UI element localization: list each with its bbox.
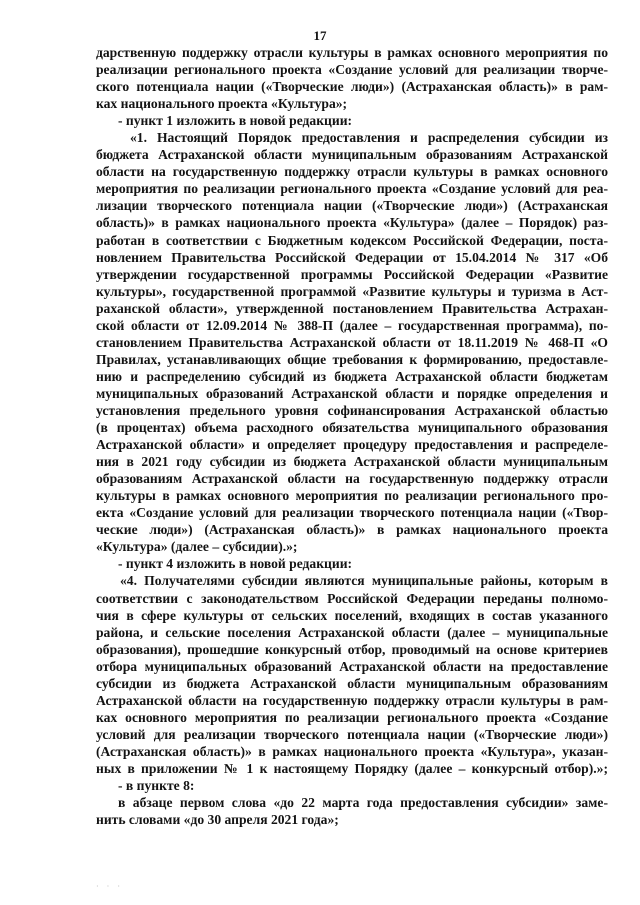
text-line: культуры», государственной программой «Развитие культуры и туризма в Аст- <box>96 283 608 299</box>
text-line: ния в 2021 году субсидии из бюджета Астраханской области муниципальным <box>96 454 608 470</box>
text-line: соответствии с законодательством Российской Федерации переданы полномо- <box>96 590 608 606</box>
text-line: раханской области», утвержденной постановлением Правительства Астрахан- <box>96 300 608 316</box>
text-line: в абзаце первом слова «до 22 марта года предоставления субсидии» заме- <box>118 795 608 811</box>
text-line: новлением Правительства Российской Федерации от 15.04.2014 № 317 «Об <box>96 249 608 265</box>
text-line: ках национального проекта «Культура»; <box>96 96 348 112</box>
text-line: Астраханской области» и определяет процедуру предоставления и распределе- <box>96 437 608 453</box>
text-line: бюджета Астраханской области муниципальным образованиям Астраханской <box>96 147 608 163</box>
text-line: нию и распределению субсидий из бюджета Астраханской области бюджетам <box>96 368 608 384</box>
text-line: области на государственную поддержку отрасли культуры в рамках основного <box>96 164 608 180</box>
text-line: чия в сфере культуры от сельских поселений, входящих в состав указанного <box>96 607 608 623</box>
text-line: муниципальных образований Астраханской области и порядке определения и <box>96 385 608 401</box>
text-line: ской области от 12.09.2014 № 388-П (далее – государственная программа), по- <box>96 317 608 333</box>
text-line: образования), прошедшие конкурсный отбор, проводимый на основе критериев <box>96 641 608 657</box>
text-line: работан в соответствии с Бюджетным кодексом Российской Федерации, поста- <box>96 232 608 248</box>
text-line: отбора муниципальных образований Астраханской области на предоставление <box>96 658 608 674</box>
text-line: лизации творческого потенциала нации («Творческие люди») (Астраханская <box>96 198 608 214</box>
text-line: - в пункте 8: <box>118 778 195 794</box>
text-line: мероприятия по реализации регионального проекта «Создание условий для реа- <box>96 181 608 197</box>
text-line: екта «Создание условий для реализации творческого потенциала нации («Твор- <box>96 505 608 521</box>
text-line: субсидии из бюджета Астраханской области муниципальным образованиям <box>96 675 608 691</box>
text-line: ных в приложении № 1 к настоящему Порядку (далее – конкурсный отбор).»; <box>96 760 608 776</box>
text-line: культуры в рамках основного мероприятия по реализации регионального про- <box>96 488 608 504</box>
text-line: «4. Получателями субсидии являются муниципальные районы, которым в <box>120 573 608 589</box>
text-line: Астраханской области на государственную поддержку отрасли культуры в рам- <box>96 692 608 708</box>
text-line: область)» в рамках национального проекта «Культура» (далее – Порядок) раз- <box>96 215 608 231</box>
text-line: установления предельного уровня софинансирования Астраханской областью <box>96 402 608 418</box>
text-line: - пункт 1 изложить в новой редакции: <box>118 113 353 129</box>
text-line: района, и сельские поселения Астраханской области (далее – муниципальные <box>96 624 608 640</box>
text-line: образованиям Астраханской области на государственную поддержку отрасли <box>96 471 608 487</box>
text-line: Правилах, устанавливающих общие требования к формированию, предоставле- <box>96 351 608 367</box>
text-line: (в процентах) объема расходного обязательства муниципального образования <box>96 420 608 436</box>
text-line: «Культура» (далее – субсидии).»; <box>96 539 298 555</box>
page-number: 17 <box>313 28 327 43</box>
text-line: - пункт 4 изложить в новой редакции: <box>118 556 353 572</box>
text-line: условий для реализации творческого потенциала нации («Творческие люди») <box>96 726 608 742</box>
text-line: становлением Правительства Астраханской области от 18.11.2019 № 468-П «О <box>96 334 608 350</box>
document-body <box>96 44 608 828</box>
text-line: «1. Настоящий Порядок предоставления и распределения субсидии из <box>130 130 608 146</box>
text-line: (Астраханская область)» в рамках национального проекта «Культура», указан- <box>96 743 608 759</box>
text-line: ках основного мероприятия по реализации регионального проекта «Создание <box>96 709 608 725</box>
text-line: реализации регионального проекта «Создание условий для реализации творче- <box>96 62 608 78</box>
text-line: дарственную поддержку отрасли культуры в рамках основного мероприятия по <box>96 45 608 60</box>
scan-artifact: · · · <box>96 882 123 891</box>
text-line: ческие люди») (Астраханская область)» в рамках национального проекта <box>96 522 608 538</box>
text-line: нить словами «до 30 апреля 2021 года»; <box>96 812 339 828</box>
text-line: ского потенциала нации («Творческие люди») (Астраханская область)» в рам- <box>96 79 608 95</box>
text-line: утверждении государственной программы Российской Федерации «Развитие <box>96 266 608 282</box>
